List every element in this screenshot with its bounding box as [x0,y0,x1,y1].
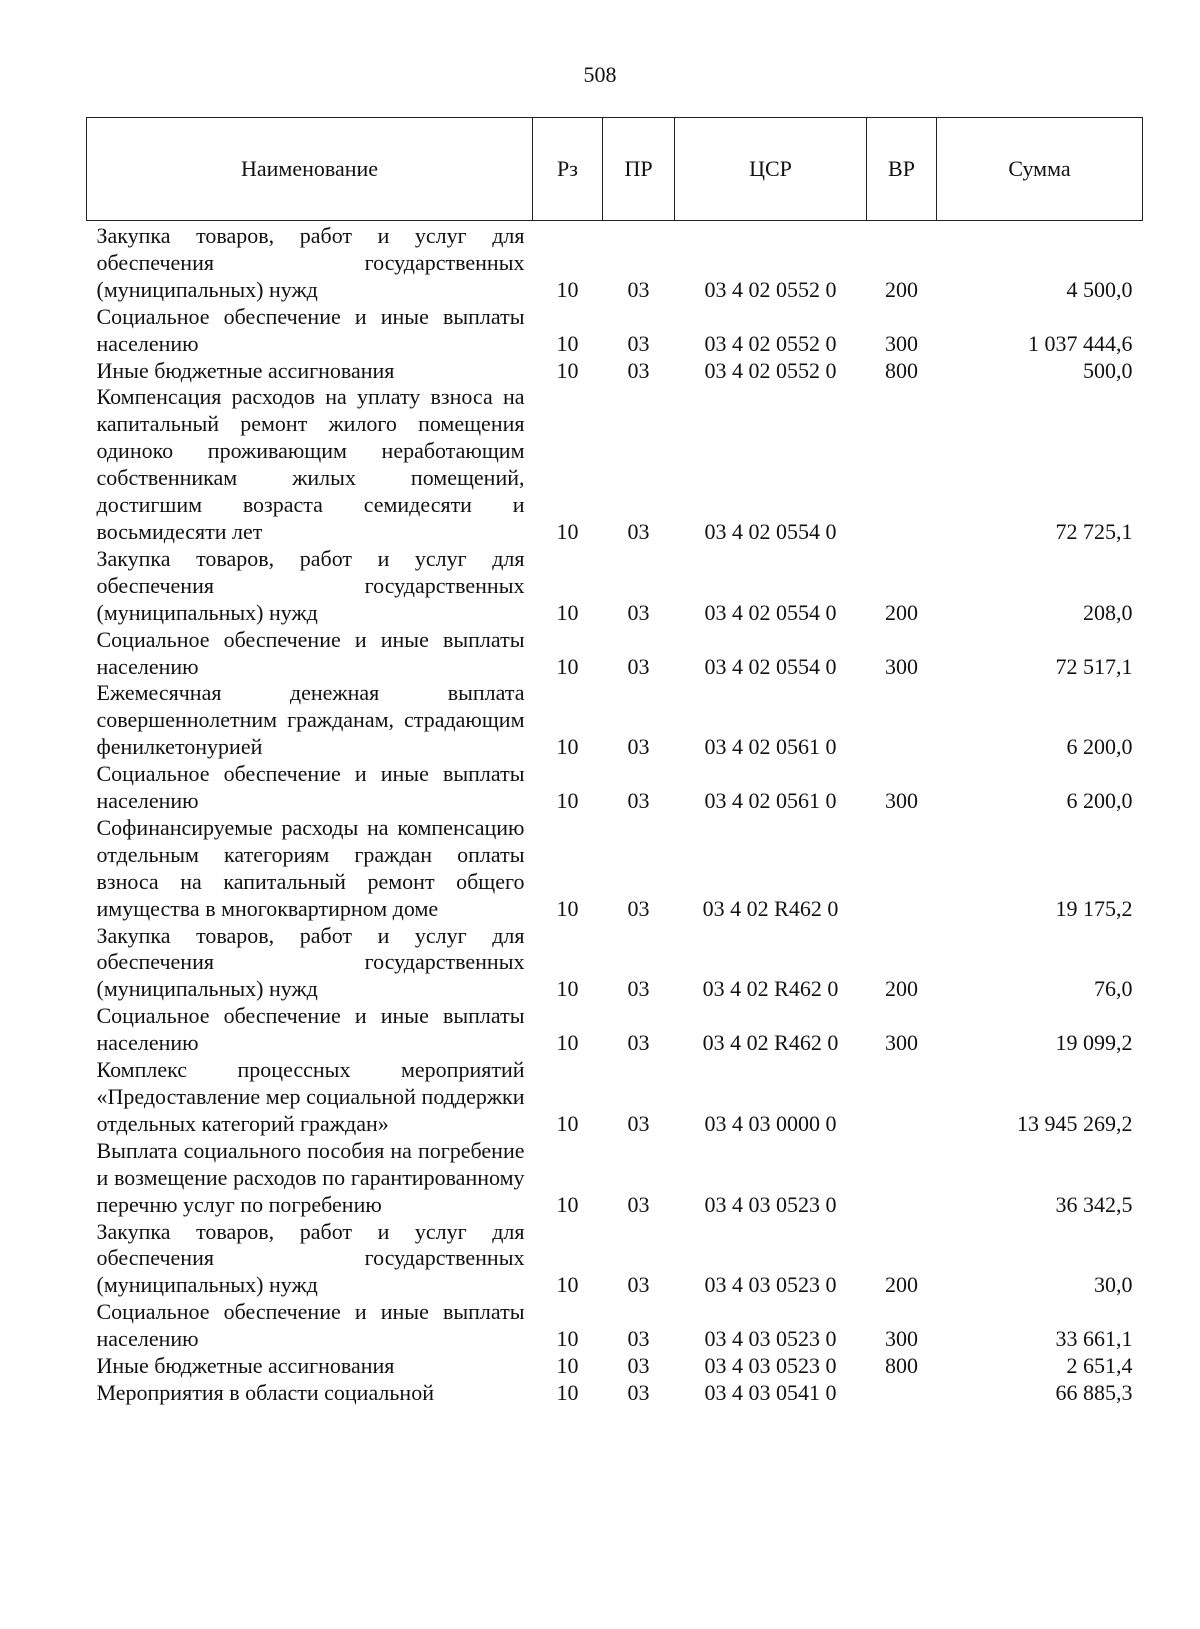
cell-name: Социальное обеспечение и иные выплаты населению [96,761,525,814]
table-row [87,1353,1143,1380]
cell-name: Социальное обеспечение и иные выплаты населению [96,1003,525,1056]
cell-sum: 4 500,0 [1066,276,1133,302]
cell-rz: 10 [556,1379,579,1405]
cell-vr: 200 [885,276,918,302]
cell-name: Закупка товаров, работ и услуг для обеспечения государственных (муниципальных) нужд [96,223,525,302]
cell-pr: 03 [627,976,650,1002]
cell-csr: 03 4 02 0552 0 [704,330,837,356]
cell-vr [867,1138,937,1219]
cell-csr: 03 4 02 R462 0 [702,895,839,921]
budget-table [86,117,1143,1407]
cell-name: Иные бюджетные ассигнования [96,1353,395,1379]
cell-csr: 03 4 02 0552 0 [704,357,837,383]
cell-rz: 10 [556,276,579,302]
cell-vr: 200 [885,976,918,1002]
cell-pr: 03 [627,1353,650,1379]
cell-sum: 66 885,3 [1055,1379,1133,1405]
cell-sum: 208,0 [1083,599,1133,625]
cell-csr: 03 4 03 0523 0 [704,1326,837,1352]
cell-name: Иные бюджетные ассигнования [96,357,395,383]
cell-sum: 72 725,1 [1055,518,1133,544]
cell-rz: 10 [556,1353,579,1379]
table-row [87,815,1143,923]
cell-pr: 03 [627,518,650,544]
table-row [87,358,1143,385]
cell-pr: 03 [627,1110,650,1136]
table-row [87,1057,1143,1138]
table-row [87,384,1143,545]
cell-sum: 76,0 [1094,976,1133,1002]
cell-csr: 03 4 02 R462 0 [702,976,839,1002]
cell-vr: 800 [885,1353,918,1379]
table-row [87,546,1143,627]
page-number: 508 [583,62,617,87]
cell-name: Мероприятия в области социальной [96,1379,434,1405]
cell-csr: 03 4 02 0561 0 [704,734,837,760]
table-row [87,627,1143,681]
cell-pr: 03 [627,653,650,679]
cell-sum: 36 342,5 [1055,1191,1133,1217]
cell-pr: 03 [627,1272,650,1298]
table-row [87,923,1143,1004]
cell-pr: 03 [627,1030,650,1056]
cell-rz: 10 [556,599,579,625]
cell-sum: 72 517,1 [1055,653,1133,679]
cell-rz: 10 [556,1191,579,1217]
table-row [87,1219,1143,1300]
cell-csr: 03 4 02 0561 0 [704,788,837,814]
cell-sum: 19 099,2 [1055,1030,1133,1056]
cell-rz: 10 [556,976,579,1002]
cell-rz: 10 [556,653,579,679]
cell-vr [867,815,937,923]
table-row [87,680,1143,761]
cell-name: Компенсация расходов на уплату взноса на капитальный ремонт жилого помещения одиноко проживающим неработающим собственникам жилых помещений, достигшим возраста семидесяти и восьмидесяти лет [96,384,525,544]
cell-vr [867,1057,937,1138]
cell-rz: 10 [556,895,579,921]
header-rz: Рз [533,118,603,221]
cell-sum: 6 200,0 [1066,788,1133,814]
table-header [87,118,1143,221]
cell-csr: 03 4 02 0554 0 [704,653,837,679]
table-body [87,221,1143,1407]
cell-pr: 03 [627,1191,650,1217]
cell-vr: 300 [885,788,918,814]
header-csr: ЦСР [675,118,867,221]
cell-pr: 03 [627,330,650,356]
table-row [87,1380,1143,1407]
cell-pr: 03 [627,357,650,383]
cell-name: Комплекс процессных мероприятий «Предоставление мер социальной поддержки отдельных категорий граждан» [96,1057,525,1136]
cell-rz: 10 [556,1030,579,1056]
cell-csr: 03 4 02 0554 0 [704,518,837,544]
cell-rz: 10 [556,1110,579,1136]
cell-csr: 03 4 03 0000 0 [704,1110,837,1136]
table-row [87,221,1143,304]
cell-rz: 10 [556,518,579,544]
cell-name: Закупка товаров, работ и услуг для обеспечения государственных (муниципальных) нужд [96,545,525,625]
cell-csr: 03 4 02 R462 0 [702,1030,839,1056]
cell-vr [867,384,937,545]
cell-vr: 800 [885,357,918,383]
cell-vr: 200 [885,1272,918,1298]
cell-sum: 2 651,4 [1066,1353,1133,1379]
cell-rz: 10 [556,330,579,356]
cell-csr: 03 4 03 0541 0 [704,1379,837,1405]
header-pr: ПР [603,118,675,221]
cell-rz: 10 [556,788,579,814]
cell-name: Софинансируемые расходы на компенсацию отдельным категориям граждан оплаты взноса на капитальный ремонт общего имущества в многоквартирном доме [96,814,525,921]
cell-pr: 03 [627,734,650,760]
cell-name: Социальное обеспечение и иные выплаты населению [96,303,525,356]
cell-vr: 200 [885,599,918,625]
cell-vr: 300 [885,653,918,679]
cell-sum: 33 661,1 [1055,1326,1133,1352]
table-row [87,1003,1143,1057]
table-row [87,1138,1143,1219]
cell-sum: 30,0 [1094,1272,1133,1298]
table-row [87,1299,1143,1353]
cell-pr: 03 [627,1379,650,1405]
header-name: Наименование [87,118,533,221]
cell-rz: 10 [556,1272,579,1298]
cell-csr: 03 4 02 0554 0 [704,599,837,625]
cell-name: Ежемесячная денежная выплата совершеннолетним гражданам, страдающим фенилкетонурией [96,680,525,760]
cell-vr: 300 [885,330,918,356]
header-sum: Сумма [937,118,1143,221]
cell-name: Выплата социального пособия на погребение и возмещение расходов по гарантированному перечню услуг по погребению [96,1137,525,1217]
cell-name: Закупка товаров, работ и услуг для обеспечения государственных (муниципальных) нужд [96,1218,525,1298]
cell-pr: 03 [627,276,650,302]
cell-name: Социальное обеспечение и иные выплаты населению [96,1299,525,1352]
cell-rz: 10 [556,357,579,383]
cell-vr [867,1380,937,1407]
cell-pr: 03 [627,788,650,814]
cell-vr: 300 [885,1326,918,1352]
cell-sum: 13 945 269,2 [1017,1110,1133,1136]
cell-csr: 03 4 03 0523 0 [704,1353,837,1379]
cell-rz: 10 [556,734,579,760]
cell-pr: 03 [627,599,650,625]
cell-pr: 03 [627,1326,650,1352]
cell-csr: 03 4 03 0523 0 [704,1191,837,1217]
cell-vr [867,680,937,761]
cell-pr: 03 [627,895,650,921]
cell-sum: 6 200,0 [1066,734,1133,760]
cell-sum: 500,0 [1083,357,1133,383]
header-vr: ВР [867,118,937,221]
table-row [87,761,1143,815]
cell-rz: 10 [556,1326,579,1352]
cell-sum: 19 175,2 [1055,895,1133,921]
table-row [87,304,1143,358]
cell-vr: 300 [885,1030,918,1056]
cell-csr: 03 4 02 0552 0 [704,276,837,302]
cell-csr: 03 4 03 0523 0 [704,1272,837,1298]
cell-name: Закупка товаров, работ и услуг для обеспечения государственных (муниципальных) нужд [96,922,525,1002]
cell-name: Социальное обеспечение и иные выплаты населению [96,626,525,679]
cell-sum: 1 037 444,6 [1028,330,1133,356]
